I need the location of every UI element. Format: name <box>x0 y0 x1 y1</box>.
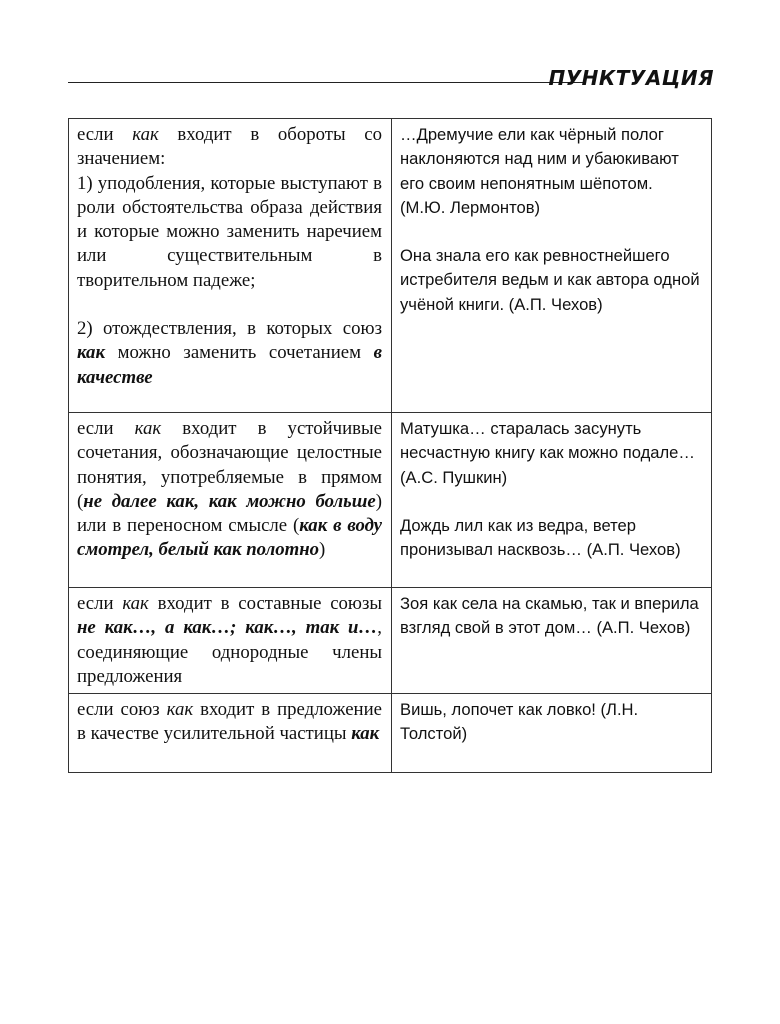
section-title: ПУНКТУАЦИЯ <box>548 66 714 90</box>
header-rule <box>68 82 586 83</box>
rule-item: 1) уподобления, которые выступают в роли обстоятельства образа действия и которые можно заменить наречием или существительным в творительном падеже; <box>77 172 382 291</box>
rule-cell <box>69 119 392 413</box>
example-text: Дождь лил как из ведра, ветер пронизывал насквозь… (А.П. Чехов) <box>400 515 681 560</box>
example-cell <box>392 413 712 588</box>
table-row <box>69 413 712 588</box>
example-text: Зоя как села на скамью, так и вперила взгляд свой в этот дом… (А.П. Чехов) <box>400 594 699 638</box>
example-text: Она знала его как ревностнейшего истребителя ведьм и как автора одной учёной книги. (А.П. Чехов) <box>400 246 700 314</box>
example-text: Матушка… старалась засунуть несчастную книгу как можно подале… (А.С. Пушкин) <box>400 419 695 487</box>
table-row <box>69 119 712 413</box>
rule-item: 2) отождествления, в которых союз как можно заменить сочетанием в качестве <box>77 318 382 388</box>
rule-intro: если как входит в обороты со значением: <box>77 124 382 170</box>
example-cell <box>392 119 712 413</box>
example-text: Вишь, лопочет как ловко! (Л.Н. Толстой) <box>400 700 639 744</box>
example-text: …Дремучие ели как чёрный полог наклоняются над ним и убаюкивают его своим непонятным шёпотом. (М.Ю. Лермонтов) <box>400 125 679 217</box>
rule-text: если как входит в устойчивые сочетания, обозначающие целостные понятия, употребляемые в прямом (не далее как, как можно больше) или в переносном смысле (как в воду смотрел, белый как полотно) <box>77 418 383 561</box>
rule-text: если союз как входит в предложение в качестве усилительной частицы как <box>77 699 382 745</box>
example-cell <box>392 694 712 773</box>
rule-cell <box>69 588 392 694</box>
table-row <box>69 694 712 773</box>
rule-text: если как входит в составные союзы не как…, а как…; как…, так и…, соединяющие однородные члены предложения <box>77 593 382 687</box>
table-row <box>69 588 712 694</box>
rule-cell <box>69 413 392 588</box>
example-cell <box>392 588 712 694</box>
rule-cell <box>69 694 392 773</box>
punctuation-table <box>68 118 712 773</box>
